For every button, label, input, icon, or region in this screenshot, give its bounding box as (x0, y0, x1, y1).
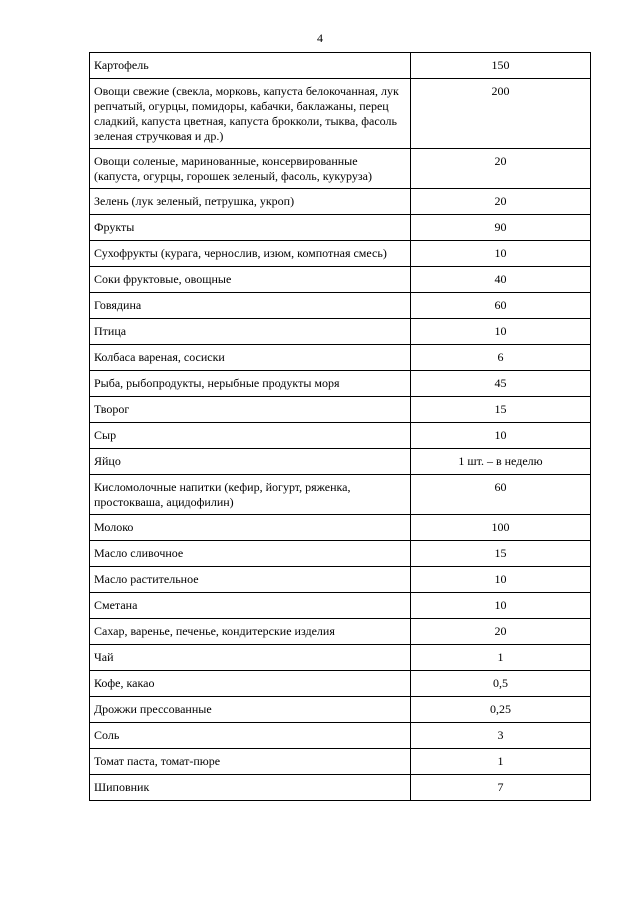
product-name-cell: Птица (90, 319, 411, 345)
table-row (90, 645, 591, 671)
product-quantity-cell: 1 шт. – в неделю (411, 449, 591, 475)
product-quantity-cell: 200 (411, 79, 591, 149)
table-row (90, 189, 591, 215)
product-quantity-cell: 20 (411, 189, 591, 215)
table-row (90, 775, 591, 801)
table-row (90, 515, 591, 541)
product-quantity-cell: 150 (411, 53, 591, 79)
table-row (90, 319, 591, 345)
product-name-cell: Фрукты (90, 215, 411, 241)
product-name-cell: Соль (90, 723, 411, 749)
product-name-cell: Колбаса вареная, сосиски (90, 345, 411, 371)
product-quantity-cell: 15 (411, 541, 591, 567)
product-name-cell: Соки фруктовые, овощные (90, 267, 411, 293)
product-quantity-cell: 10 (411, 567, 591, 593)
product-name-cell: Шиповник (90, 775, 411, 801)
product-name-cell: Молоко (90, 515, 411, 541)
table-row (90, 449, 591, 475)
table-row (90, 619, 591, 645)
table-row (90, 723, 591, 749)
product-quantity-cell: 0,25 (411, 697, 591, 723)
product-quantity-cell: 45 (411, 371, 591, 397)
product-name-cell: Рыба, рыбопродукты, нерыбные продукты моря (90, 371, 411, 397)
product-norms-table (89, 52, 591, 801)
product-name-cell: Овощи свежие (свекла, морковь, капуста белокочанная, лук репчатый, огурцы, помидоры, кабачки, баклажаны, перец сладкий, капуста цветная, капуста брокколи, тыква, фасоль зеленая стручковая и др.) (90, 79, 411, 149)
product-name-cell: Дрожжи прессованные (90, 697, 411, 723)
product-name-cell: Масло сливочное (90, 541, 411, 567)
page-number: 4 (317, 31, 323, 45)
product-name-cell: Картофель (90, 53, 411, 79)
product-quantity-cell: 60 (411, 293, 591, 319)
product-quantity-cell: 20 (411, 149, 591, 189)
product-quantity-cell: 3 (411, 723, 591, 749)
table-row (90, 215, 591, 241)
product-quantity-cell: 10 (411, 593, 591, 619)
product-norms-table-body (90, 53, 591, 801)
product-quantity-cell: 1 (411, 645, 591, 671)
product-name-cell: Кофе, какао (90, 671, 411, 697)
table-row (90, 567, 591, 593)
product-name-cell: Сухофрукты (курага, чернослив, изюм, компотная смесь) (90, 241, 411, 267)
table-row (90, 345, 591, 371)
product-quantity-cell: 10 (411, 241, 591, 267)
product-name-cell: Томат паста, томат-пюре (90, 749, 411, 775)
table-row (90, 749, 591, 775)
product-quantity-cell: 10 (411, 319, 591, 345)
product-name-cell: Сыр (90, 423, 411, 449)
product-quantity-cell: 0,5 (411, 671, 591, 697)
product-name-cell: Чай (90, 645, 411, 671)
product-quantity-cell: 20 (411, 619, 591, 645)
product-quantity-cell: 15 (411, 397, 591, 423)
table-row (90, 371, 591, 397)
product-name-cell: Зелень (лук зеленый, петрушка, укроп) (90, 189, 411, 215)
table-row (90, 541, 591, 567)
table-row (90, 149, 591, 189)
product-quantity-cell: 7 (411, 775, 591, 801)
product-quantity-cell: 40 (411, 267, 591, 293)
table-row (90, 267, 591, 293)
product-name-cell: Масло растительное (90, 567, 411, 593)
product-name-cell: Говядина (90, 293, 411, 319)
product-quantity-cell: 100 (411, 515, 591, 541)
table-row (90, 593, 591, 619)
table-row (90, 241, 591, 267)
product-quantity-cell: 10 (411, 423, 591, 449)
product-quantity-cell: 90 (411, 215, 591, 241)
product-name-cell: Кисломолочные напитки (кефир, йогурт, ряженка, простокваша, ацидофилин) (90, 475, 411, 515)
product-quantity-cell: 60 (411, 475, 591, 515)
product-name-cell: Творог (90, 397, 411, 423)
product-name-cell: Сахар, варенье, печенье, кондитерские изделия (90, 619, 411, 645)
product-name-cell: Сметана (90, 593, 411, 619)
product-name-cell: Овощи соленые, маринованные, консервированные (капуста, огурцы, горошек зеленый, фасоль, кукуруза) (90, 149, 411, 189)
product-quantity-cell: 6 (411, 345, 591, 371)
table-row (90, 293, 591, 319)
table-row (90, 53, 591, 79)
product-name-cell: Яйцо (90, 449, 411, 475)
table-row (90, 79, 591, 149)
product-quantity-cell: 1 (411, 749, 591, 775)
table-row (90, 697, 591, 723)
table-row (90, 423, 591, 449)
table-row (90, 671, 591, 697)
table-row (90, 397, 591, 423)
table-row (90, 475, 591, 515)
